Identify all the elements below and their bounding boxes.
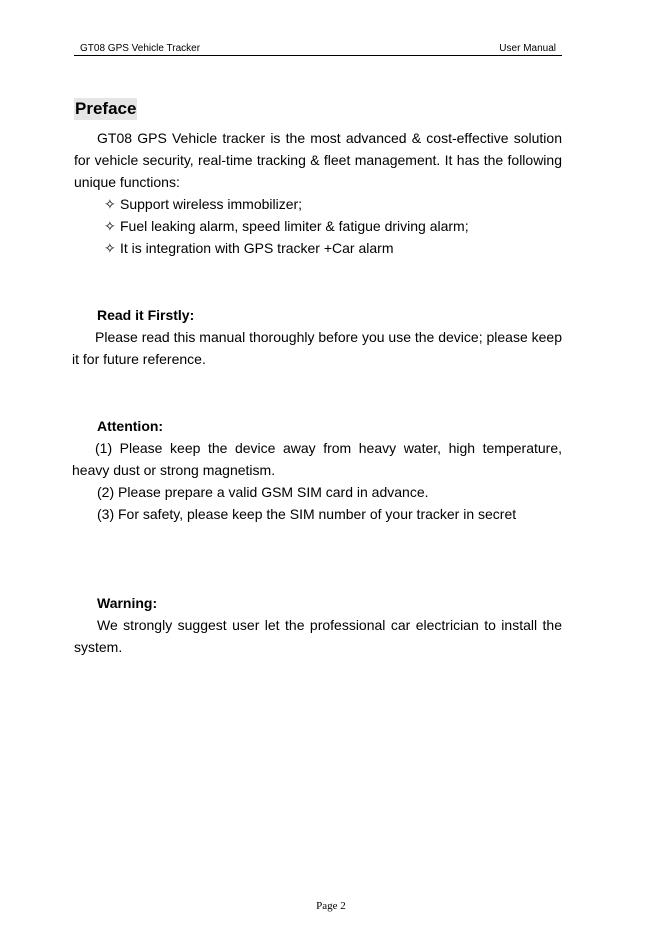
attention-heading: Attention: <box>97 418 164 434</box>
warning-body: We strongly suggest user let the professional car electrician to install the system. <box>74 617 562 655</box>
spacer <box>74 525 562 592</box>
page-number: Page 2 <box>316 900 346 912</box>
spacer <box>74 259 562 304</box>
bullet-text: Support wireless immobilizer; <box>120 196 303 212</box>
page-header <box>74 43 562 56</box>
preface-intro: GT08 GPS Vehicle tracker is the most advanced & cost-effective solution for vehicle security, real-time tracking & fleet management. It has the following unique functions: <box>74 130 562 190</box>
warning-heading: Warning: <box>97 595 158 611</box>
bullet-item <box>74 215 562 237</box>
bullet-item <box>74 237 562 259</box>
bullet-text: Fuel leaking alarm, speed limiter & fatigue driving alarm; <box>120 218 469 234</box>
header-section-title: User Manual <box>499 43 556 54</box>
read-first-body: Please read this manual thoroughly before you use the device; please keep it for future reference. <box>72 329 562 367</box>
bullet-item <box>74 193 562 215</box>
attention-item: (1) Please keep the device away from heavy water, high temperature, heavy dust or strong magnetism. <box>72 440 562 478</box>
sparkle-bullet-icon: ✧ <box>104 218 116 234</box>
page-content <box>74 98 562 658</box>
sparkle-bullet-icon: ✧ <box>104 240 116 256</box>
spacer <box>74 370 562 415</box>
attention-item: (2) Please prepare a valid GSM SIM card in advance. <box>97 484 429 500</box>
sparkle-bullet-icon: ✧ <box>104 196 116 212</box>
bullet-text: It is integration with GPS tracker +Car alarm <box>120 240 394 256</box>
attention-item: (3) For safety, please keep the SIM number of your tracker in secret <box>97 506 517 522</box>
preface-title: Preface <box>75 99 137 118</box>
read-first-heading: Read it Firstly: <box>97 307 195 323</box>
header-document-title: GT08 GPS Vehicle Tracker <box>80 43 201 54</box>
